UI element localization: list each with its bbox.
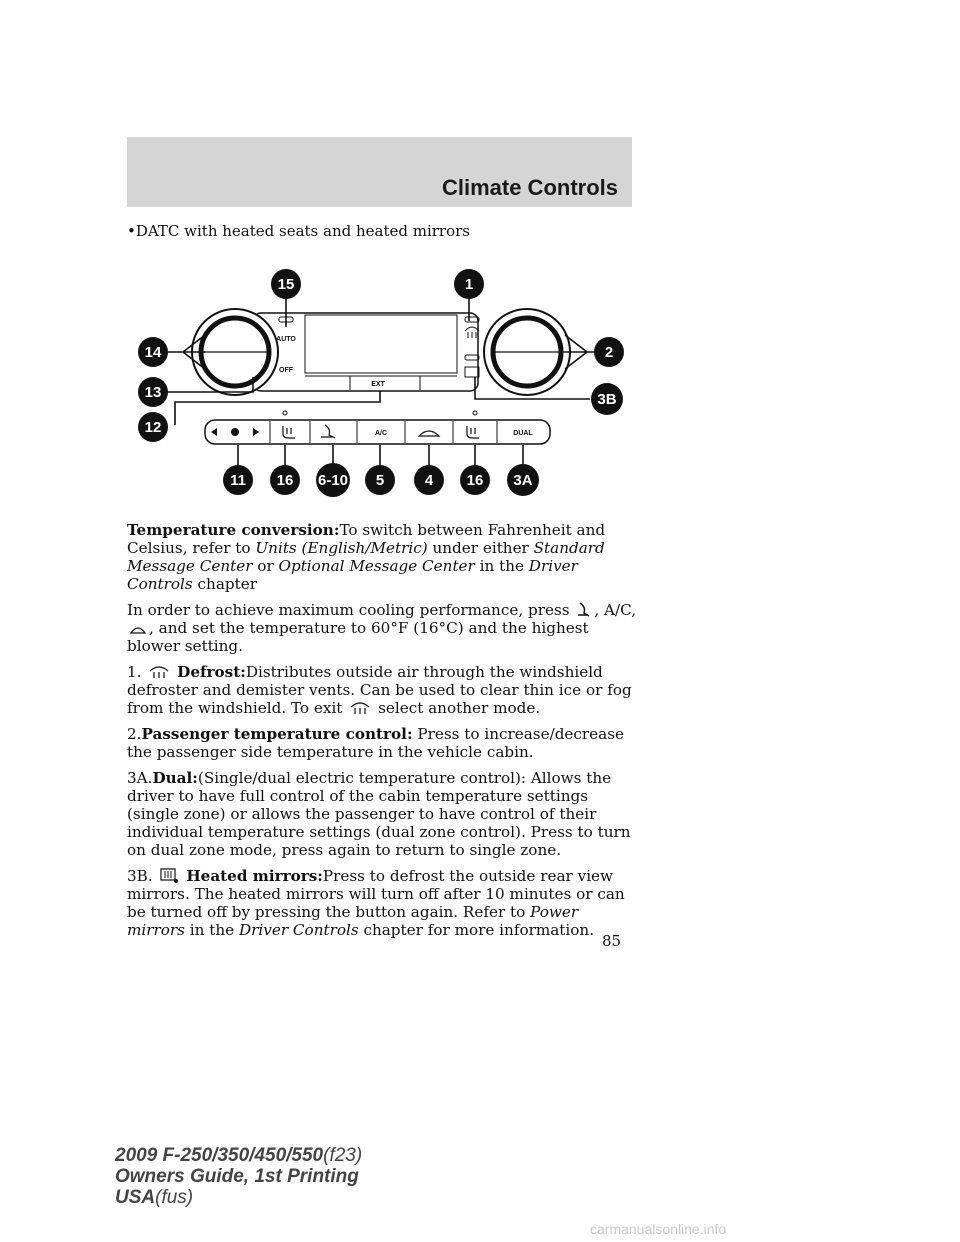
ext-label: EXT xyxy=(371,381,385,388)
paragraph-max-cooling: In order to achieve maximum cooling performance, press , A/C, , and set the temperature to 60°F (16°C) and the highest blower setting. xyxy=(127,601,637,655)
fan-icon xyxy=(231,428,239,436)
heated-mirror-icon xyxy=(159,867,179,883)
bullet-mark: • xyxy=(127,222,136,240)
callout-6-10 xyxy=(316,463,350,497)
callout-14 xyxy=(138,337,168,367)
defrost-icon xyxy=(349,701,371,715)
callout-3b xyxy=(591,383,623,415)
watermark: carmanualsonline.info xyxy=(590,1221,727,1237)
off-label: OFF xyxy=(279,367,293,374)
paragraph-defrost: 1. Defrost:Distributes outside air through the windshield defroster and demister vents. Can be used to clear thin ice or fog from the windshield. To exit select another mode. xyxy=(127,663,632,717)
footer: 2009 F-250/350/450/550(f23) Owners Guide, 1st Printing USA(fus) xyxy=(115,1145,363,1208)
display-window xyxy=(305,315,457,373)
climate-control-panel-diagram xyxy=(135,265,635,500)
ac-label: A/C xyxy=(374,430,388,437)
callout-13 xyxy=(138,377,168,407)
svg-text:12: 12 xyxy=(144,419,162,436)
recirculation-icon xyxy=(129,623,147,635)
callout-2 xyxy=(594,337,624,367)
callout-5 xyxy=(365,465,395,495)
callout-3a xyxy=(507,464,539,496)
svg-text:3A: 3A xyxy=(513,472,533,489)
page-number: 85 xyxy=(602,932,622,950)
svg-text:13: 13 xyxy=(144,384,162,401)
callout-4 xyxy=(414,465,444,495)
svg-text:14: 14 xyxy=(144,344,162,361)
svg-text:6-10: 6-10 xyxy=(317,472,349,489)
chapter-title: Climate Controls xyxy=(441,175,618,200)
bullet-text: DATC with heated seats and heated mirrors xyxy=(135,222,470,240)
svg-text:4: 4 xyxy=(424,472,434,489)
callout-1 xyxy=(454,269,484,299)
dual-label: DUAL xyxy=(513,430,533,437)
auto-label: AUTO xyxy=(276,336,296,343)
callout-16-left xyxy=(270,465,300,495)
svg-text:16: 16 xyxy=(466,472,484,489)
svg-text:5: 5 xyxy=(375,472,385,489)
svg-text:16: 16 xyxy=(276,472,294,489)
callout-11 xyxy=(223,465,253,495)
svg-text:15: 15 xyxy=(277,276,295,293)
defrost-icon xyxy=(148,665,170,679)
svg-text:3B: 3B xyxy=(597,391,617,408)
callout-15 xyxy=(271,269,301,299)
chapter-header xyxy=(127,137,632,207)
bullet-item xyxy=(127,222,470,240)
passenger-temp-knob xyxy=(484,309,570,395)
callout-12 xyxy=(138,412,168,442)
body-text xyxy=(127,521,637,939)
svg-text:2: 2 xyxy=(604,344,614,361)
svg-text:1: 1 xyxy=(464,276,474,293)
svg-text:11: 11 xyxy=(230,472,246,489)
mode-icon xyxy=(576,601,592,617)
paragraph-dual: 3A.Dual:(Single/dual electric temperature control): Allows the driver to have full control of the cabin temperature settings (single zone) or allows the passenger to have control of their individual temperature settings (dual zone control). Press to turn on dual zone mode, press again to return to single zone. xyxy=(127,769,631,859)
paragraph-temperature-conversion: Temperature conversion:To switch between Fahrenheit and Celsius, refer to Units (English/Metric) under either Standard Message Center or Optional Message Center in the Driver Controls chapter xyxy=(127,521,606,593)
callout-16-right xyxy=(460,465,490,495)
paragraph-passenger-temp: 2.Passenger temperature control: Press to increase/decrease the passenger side temperature in the vehicle cabin. xyxy=(127,725,624,761)
paragraph-heated-mirrors: 3B. Heated mirrors:Press to defrost the outside rear view mirrors. The heated mirrors will turn off after 10 minutes or can be turned off by pressing the button again. Refer to Power mirrors in the Driver Controls chapter for more information. xyxy=(127,867,625,939)
